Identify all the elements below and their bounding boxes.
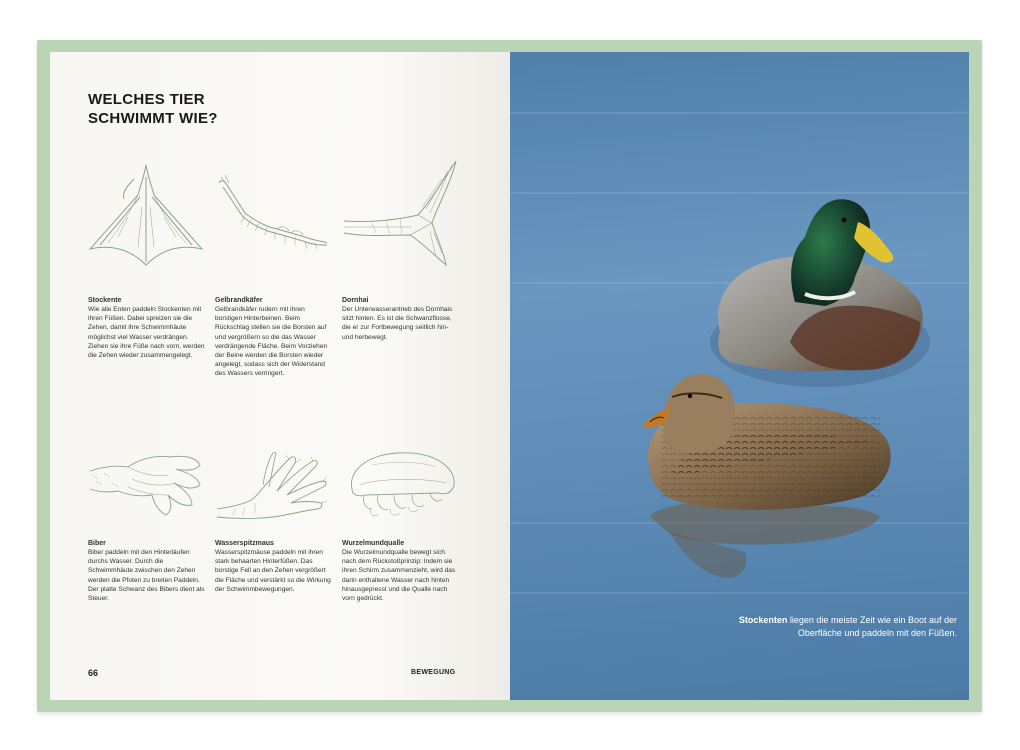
duck-foot-illustration <box>88 157 206 267</box>
entry-text: Wie alle Enten paddeln Stockenten mit ihren Füßen. Dabei spreizen sie die Zehen, damit ihre Schwimmhäute möglichst viel Wasser verdrängen. Ziehen sie ihre Füße nach vorn, werden die Zehen wieder zusammengelegt. <box>88 306 205 360</box>
entry-biber <box>88 539 206 603</box>
entry-title: Dornhai <box>342 297 369 304</box>
caption-highlight: Stockenten <box>738 615 788 625</box>
water-ripple <box>510 112 969 114</box>
entry-title: Stockente <box>88 297 122 304</box>
beetle-leg-illustration <box>215 157 333 267</box>
entry-title: Gelbrandkäfer <box>215 297 263 304</box>
entry-text: Der Unterwasserantrieb des Dornhais sitzt hinten. Es ist die Schwanzflosse, die er zur Fortbewegung seitlich hin- und herbewegt. <box>342 306 453 341</box>
jellyfish-illustration <box>342 430 460 540</box>
shrew-foot-illustration <box>215 430 333 540</box>
left-page <box>50 52 510 700</box>
photo-caption <box>727 614 957 640</box>
entry-text: Wasserspitzmäuse paddeln mit ihren stark behaarten Hinterfüßen. Das borstige Fell an den Zehen vergrößert die Fläche und verstärkt so die Wirkung der Schwimmbewegungen. <box>215 549 331 593</box>
section-label: BEWEGUNG <box>411 669 456 676</box>
entry-wurzelmundqualle <box>342 539 460 603</box>
entry-wasserspitzmaus <box>215 539 333 594</box>
caption-text: liegen die meiste Zeit wie ein Boot auf der Oberfläche und paddeln mit den Füßen. <box>787 615 957 638</box>
beaver-foot-illustration <box>88 430 206 540</box>
entry-title: Biber <box>88 540 106 547</box>
entry-text: Biber paddeln mit den Hinterläufen durchs Wasser. Durch die Schwimmhäute zwischen den Zehen werden die Pfoten zu breiten Paddeln. Der platte Schwanz des Bibers dient als Steuer. <box>88 549 205 603</box>
entry-gelbrandkaefer <box>215 296 333 379</box>
page-title: WELCHES TIER SCHWIMMT WIE? <box>88 91 218 127</box>
entry-dornhai <box>342 296 460 342</box>
hen-eye <box>688 394 692 398</box>
entry-title: Wasserspitzmaus <box>215 540 274 547</box>
entry-title: Wurzelmundqualle <box>342 540 405 547</box>
shark-tail-illustration <box>342 157 460 267</box>
drake-eye <box>842 218 847 223</box>
right-page <box>510 52 969 700</box>
hen-head <box>664 374 735 452</box>
entry-stockente <box>88 296 206 360</box>
entry-text: Die Wurzelmundqualle bewegt sich nach dem Rückstoßprinzip: Indem sie ihren Schirm zusammenzieht, wird das darin enthaltene Wasser nach hinten hinausgepresst und die Qualle nach vorn gedrückt. <box>342 549 456 603</box>
page-number: 66 <box>88 668 99 678</box>
entry-text: Gelbrandkäfer rudern mit ihren borstigen Hinterbeinen. Beim Rückschlag stellen sie die Borsten auf und vergrößern so die das Wasser verdrängende Fläche. Beim Vorziehen der Beine werden die Borsten wieder angelegt, sodass sich der Widerstand des Wassers verringert. <box>215 306 328 378</box>
mallard-ducks-photo <box>630 182 930 602</box>
